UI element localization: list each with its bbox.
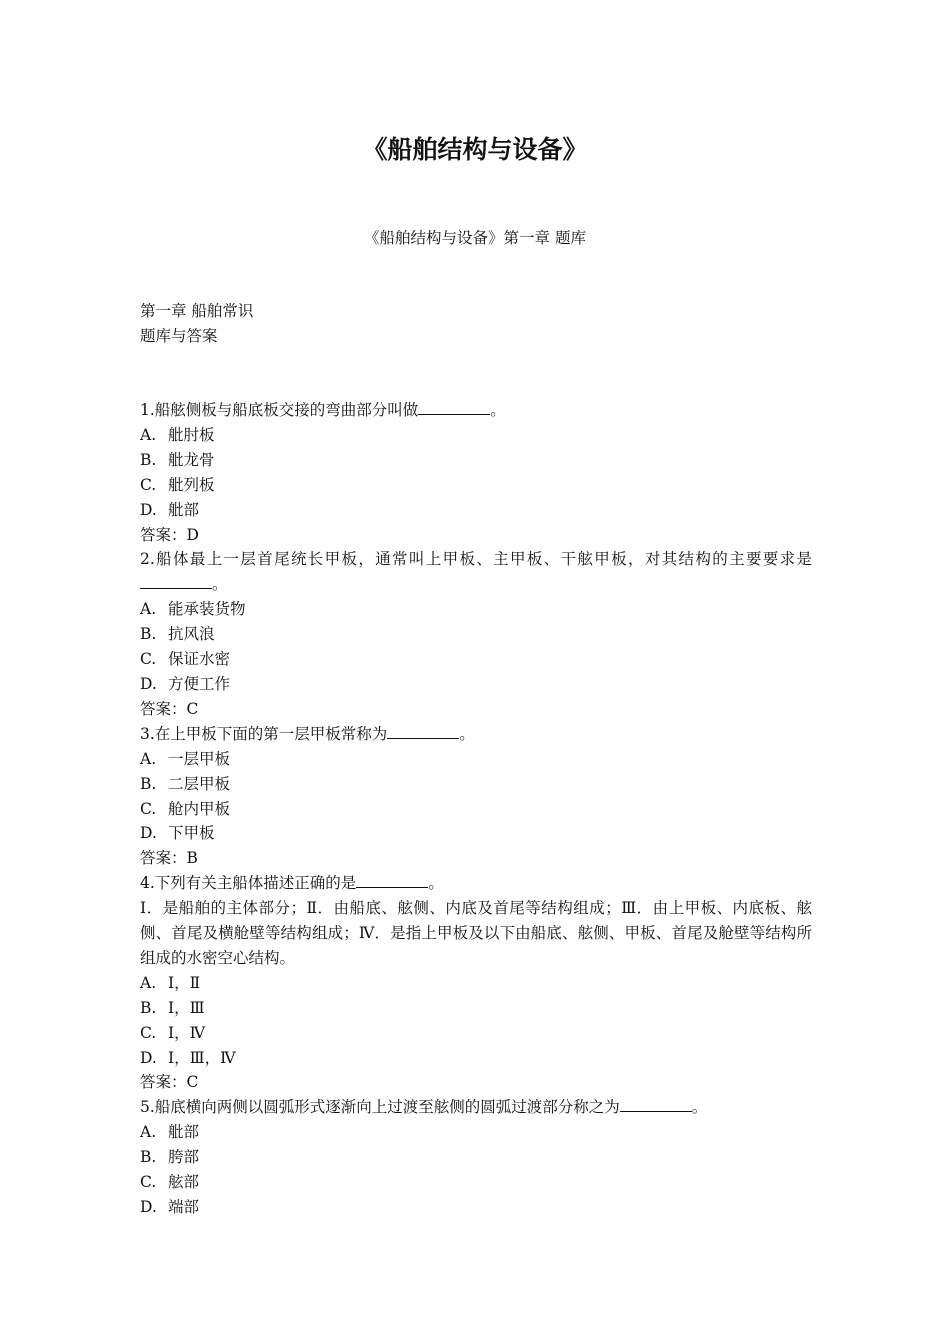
option-c	[140, 647, 812, 672]
document-subtitle: 《船舶结构与设备》第一章 题库	[364, 229, 586, 247]
option-letter: B.	[140, 625, 157, 644]
option-letter: B.	[140, 998, 157, 1017]
answer-line: 答案：C	[140, 1073, 199, 1092]
question-5	[140, 1095, 812, 1220]
stem-text: 1.船舷侧板与船底板交接的弯曲部分叫做	[140, 401, 419, 419]
answer-line: 答案：D	[140, 525, 199, 544]
question-list	[140, 398, 812, 1220]
option-c	[140, 797, 812, 822]
option-d	[140, 672, 812, 697]
question-stem	[140, 1095, 812, 1120]
option-letter: C.	[140, 799, 157, 818]
stem-end: 。	[428, 874, 444, 893]
option-text: Ⅰ，Ⅱ	[168, 973, 201, 992]
stem-end: 。	[490, 401, 506, 419]
option-text: 一层甲板	[168, 749, 231, 768]
option-b	[140, 622, 812, 647]
option-b	[140, 448, 812, 473]
stem-text: 4.下列有关主船体描述正确的是	[140, 874, 357, 893]
option-d	[140, 1046, 812, 1071]
option-a	[140, 1120, 812, 1145]
option-text: Ⅰ，Ⅲ	[168, 998, 205, 1017]
option-letter: C.	[140, 1023, 157, 1042]
option-text: 舱内甲板	[168, 799, 231, 818]
option-text: Ⅰ，Ⅲ，Ⅳ	[168, 1048, 236, 1067]
option-letter: C.	[140, 1173, 157, 1192]
option-text: 舭列板	[168, 475, 215, 494]
option-text: 舭龙骨	[168, 450, 215, 469]
option-letter: C.	[140, 475, 157, 494]
option-text: 舷部	[168, 1173, 200, 1192]
option-text: 二层甲板	[168, 774, 231, 793]
question-statements: Ⅰ．是船舶的主体部分；Ⅱ．由船底、舷侧、内底及首尾等结构组成；Ⅲ．由上甲板、内底板、舷侧、首尾及横舱壁等结构组成；Ⅳ．是指上甲板及以下由船底、舷侧、甲板、首尾及舱壁等结构所组成的水密空心结构。	[140, 899, 812, 967]
option-b	[140, 996, 812, 1021]
option-letter: A.	[140, 973, 157, 992]
option-c	[140, 1021, 812, 1046]
option-a	[140, 597, 812, 622]
option-letter: B.	[140, 1148, 157, 1167]
answer-blank	[356, 871, 428, 888]
option-b	[140, 772, 812, 797]
option-text: 下甲板	[168, 824, 215, 843]
option-c	[140, 1170, 812, 1195]
question-1	[140, 398, 812, 547]
option-text: Ⅰ，Ⅳ	[168, 1023, 206, 1042]
stem-end: 。	[459, 724, 475, 743]
option-letter: A.	[140, 600, 157, 619]
stem-text: 5.船底横向两侧以圆弧形式逐渐向上过渡至舷侧的圆弧过渡部分称之为	[140, 1098, 620, 1117]
option-text: 胯部	[168, 1148, 200, 1167]
stem-end: 。	[691, 1098, 708, 1117]
document-title: 《船舶结构与设备》	[362, 135, 588, 164]
option-letter: D.	[140, 500, 157, 519]
option-text: 舭部	[168, 1123, 200, 1142]
option-letter: D.	[140, 824, 157, 843]
option-letter: D.	[140, 1048, 157, 1067]
option-a	[140, 747, 812, 772]
question-stem	[140, 547, 812, 597]
answer-blank	[140, 572, 212, 589]
chapter-subheading: 题库与答案	[140, 327, 218, 345]
chapter-heading: 第一章 船舶常识	[140, 302, 254, 320]
stem-text: 3.在上甲板下面的第一层甲板常称为	[140, 724, 388, 743]
question-3	[140, 722, 812, 871]
answer-blank	[620, 1095, 692, 1112]
question-stem	[140, 871, 812, 896]
question-4	[140, 871, 812, 1095]
option-d	[140, 498, 812, 523]
stem-text: 2.船体最上一层首尾统长甲板，通常叫上甲板、主甲板、干舷甲板，对其结构的主要要求是	[140, 550, 812, 569]
option-text: 能承装货物	[168, 600, 246, 619]
chapter-header	[140, 299, 253, 349]
question-stem	[140, 398, 812, 423]
option-text: 舭部	[168, 500, 200, 519]
answer-line: 答案：C	[140, 699, 199, 718]
question-stem	[140, 722, 812, 747]
option-letter: B.	[140, 450, 157, 469]
option-text: 方便工作	[168, 674, 231, 693]
answer-line: 答案：B	[140, 849, 198, 868]
option-letter: A.	[140, 749, 157, 768]
stem-end: 。	[212, 575, 228, 594]
option-a	[140, 423, 812, 448]
option-c	[140, 473, 812, 498]
option-b	[140, 1145, 812, 1170]
option-text: 舭肘板	[168, 425, 215, 444]
option-letter: A.	[140, 425, 157, 444]
option-d	[140, 821, 812, 846]
option-letter: D.	[140, 1198, 157, 1216]
option-a	[140, 971, 812, 996]
option-d	[140, 1195, 812, 1220]
answer-blank	[387, 722, 459, 739]
option-letter: A.	[140, 1123, 157, 1142]
option-letter: D.	[140, 674, 157, 693]
question-2	[140, 547, 812, 721]
option-text: 抗风浪	[168, 625, 215, 644]
option-text: 保证水密	[168, 650, 231, 669]
option-text: 端部	[168, 1198, 200, 1216]
answer-blank	[418, 398, 490, 415]
option-letter: C.	[140, 650, 157, 669]
option-letter: B.	[140, 774, 157, 793]
